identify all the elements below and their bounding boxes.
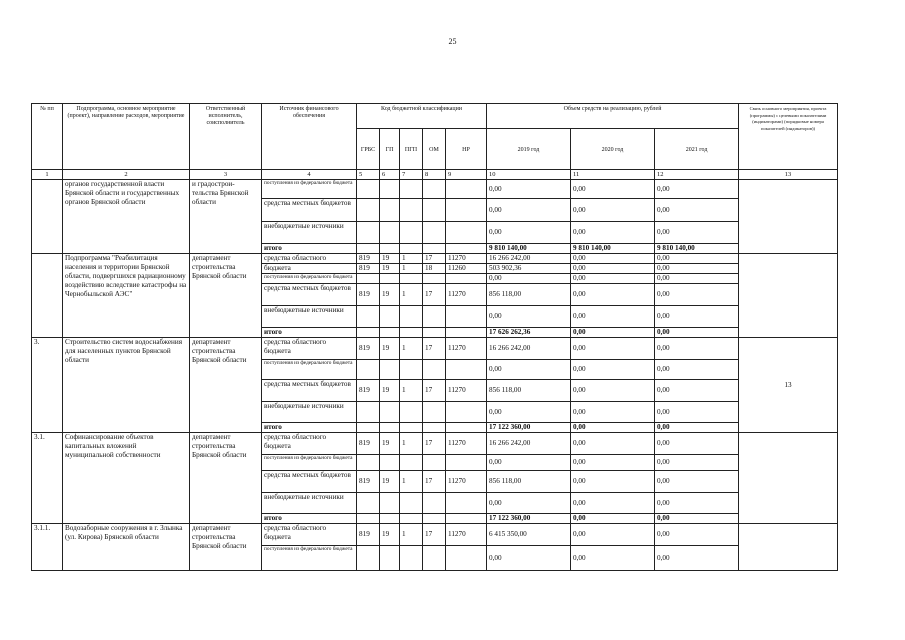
header-num: № пп [32,104,63,170]
amount-y19: 6 415 350,00 [487,524,571,546]
header-budget-code: Код бюджетной классификации [357,104,487,129]
code-gp [380,244,400,254]
funding-source: внебюджетные источники [262,493,357,514]
colnum: 2 [63,170,190,180]
code-grbs: 819 [357,264,380,274]
funding-source: внебюджетные источники [262,222,357,244]
code-om [423,306,446,328]
amount-y21: 0,00 [655,433,739,455]
code-om: 17 [423,433,446,455]
amount-y19: 0,00 [487,222,571,244]
amount-y19: 0,00 [487,180,571,199]
colnum: 6 [380,170,400,180]
amount-y20: 9 810 140,00 [571,244,655,254]
code-om: 18 [423,264,446,274]
funding-source: средства местных бюджетов [262,199,357,222]
amount-y19: 17 626 262,36 [487,328,571,338]
amount-y19: 9 810 140,00 [487,244,571,254]
amount-y20: 0,00 [571,222,655,244]
table-row [32,254,838,264]
amount-y19: 856 118,00 [487,471,571,493]
amount-y19: 856 118,00 [487,284,571,306]
table-row [32,180,838,199]
code-grbs [357,199,380,222]
header-row [32,104,838,129]
amount-y21: 0,00 [655,455,739,471]
header-indicator-link: Связь основного мероприятия, проекта (программы) с целевыми показателями (индикаторами) (порядковые номера показателей (индикаторов)) [739,104,838,170]
amount-y20: 0,00 [571,360,655,380]
code-gp: 19 [380,524,400,546]
code-nr [446,493,487,514]
indicator-link [739,254,838,338]
amount-y21: 0,00 [655,380,739,402]
code-grbs: 819 [357,471,380,493]
code-gp: 19 [380,433,400,455]
code-pgp: 1 [400,380,423,402]
code-pgp [400,274,423,284]
funding-source: итого [262,423,357,433]
colnum: 11 [571,170,655,180]
amount-y21: 0,00 [655,222,739,244]
code-nr: 11270 [446,471,487,493]
code-om: 17 [423,380,446,402]
code-om [423,328,446,338]
program-name: Софинансирование объектов капитальных вложений муниципальной собственности [63,433,190,524]
code-grbs [357,360,380,380]
code-nr [446,514,487,524]
amount-y21: 0,00 [655,471,739,493]
code-gp: 19 [380,380,400,402]
code-om [423,360,446,380]
amount-y20: 0,00 [571,338,655,360]
code-om: 17 [423,471,446,493]
code-grbs [357,402,380,423]
code-gp [380,360,400,380]
code-pgp [400,328,423,338]
code-gp [380,402,400,423]
code-nr [446,328,487,338]
code-pgp: 1 [400,433,423,455]
executor: департамент строительства Брянской области [190,524,262,571]
amount-y20: 0,00 [571,328,655,338]
amount-y21: 0,00 [655,423,739,433]
program-name: Строительство систем водоснабжения для населенных пунктов Брянской области [63,338,190,433]
code-gp [380,455,400,471]
amount-y20: 0,00 [571,493,655,514]
funding-source: внебюджетные источники [262,306,357,328]
amount-y19: 0,00 [487,402,571,423]
header-gp: ГП [380,129,400,170]
code-nr [446,180,487,199]
code-grbs: 819 [357,254,380,264]
amount-y21: 0,00 [655,306,739,328]
amount-y21: 0,00 [655,180,739,199]
executor: департамент строительства Брянской области [190,254,262,338]
code-grbs [357,455,380,471]
header-program: Подпрограмма, основное мероприятие (проект), направление расходов, мероприятие [63,104,190,170]
header-grbs: ГРБС [357,129,380,170]
executor: департамент строительства Брянской области [190,338,262,433]
funding-source: поступления из федерального бюджета [262,274,357,284]
code-om: 17 [423,524,446,546]
code-gp [380,328,400,338]
funding-source: средства местных бюджетов [262,284,357,306]
colnum: 13 [739,170,838,180]
table-row [32,433,838,455]
amount-y21: 0,00 [655,199,739,222]
code-om [423,222,446,244]
code-gp: 19 [380,264,400,274]
code-om [423,546,446,571]
indicator-link [739,433,838,524]
table-row [32,338,838,360]
code-om [423,180,446,199]
amount-y21: 0,00 [655,284,739,306]
amount-y19: 16 266 242,00 [487,254,571,264]
amount-y20: 0,00 [571,514,655,524]
code-nr [446,455,487,471]
code-gp [380,546,400,571]
amount-y20: 0,00 [571,423,655,433]
program-name: Водозаборные сооружения в г. Злынка (ул. Кирова) Брянской области [63,524,190,571]
amount-y19: 17 122 360,00 [487,514,571,524]
amount-y20: 0,00 [571,264,655,274]
colnum: 12 [655,170,739,180]
code-om: 17 [423,284,446,306]
amount-y19: 503 902,36 [487,264,571,274]
code-grbs: 819 [357,284,380,306]
code-grbs [357,244,380,254]
colnum: 1 [32,170,63,180]
indicator-link [739,524,838,571]
amount-y21: 0,00 [655,264,739,274]
funding-source: поступления из федерального бюджета [262,360,357,380]
funding-source: итого [262,244,357,254]
code-pgp [400,222,423,244]
code-om [423,274,446,284]
funding-source: средства местных бюджетов [262,380,357,402]
code-pgp: 1 [400,524,423,546]
code-nr [446,360,487,380]
amount-y21: 9 810 140,00 [655,244,739,254]
code-om [423,199,446,222]
code-nr: 11270 [446,524,487,546]
page-number: 25 [448,37,457,46]
amount-y21: 0,00 [655,546,739,571]
column-number-row [32,170,838,180]
code-pgp: 1 [400,284,423,306]
code-om: 17 [423,338,446,360]
code-pgp [400,455,423,471]
code-om [423,493,446,514]
code-gp: 19 [380,284,400,306]
header-nr: НР [446,129,487,170]
code-grbs [357,180,380,199]
code-om [423,402,446,423]
amount-y21: 0,00 [655,514,739,524]
code-nr [446,222,487,244]
code-nr [446,244,487,254]
row-number: 3.1.1. [32,524,63,571]
code-pgp [400,493,423,514]
amount-y20: 0,00 [571,471,655,493]
funding-source: итого [262,328,357,338]
code-gp [380,274,400,284]
amount-y21: 0,00 [655,328,739,338]
amount-y19: 16 266 242,00 [487,433,571,455]
amount-y19: 0,00 [487,546,571,571]
code-grbs [357,546,380,571]
code-nr: 11270 [446,338,487,360]
code-gp [380,423,400,433]
code-grbs [357,423,380,433]
funding-source: поступления из федерального бюджета [262,455,357,471]
code-pgp [400,199,423,222]
funding-source: средства областного бюджета [262,338,357,360]
colnum: 3 [190,170,262,180]
code-nr [446,423,487,433]
code-gp [380,180,400,199]
header-source: Источник финансового обеспечения [262,104,357,170]
amount-y20: 0,00 [571,254,655,264]
funding-source: средства местных бюджетов [262,471,357,493]
amount-y20: 0,00 [571,274,655,284]
amount-y19: 0,00 [487,306,571,328]
amount-y19: 0,00 [487,274,571,284]
amount-y20: 0,00 [571,284,655,306]
amount-y21: 0,00 [655,274,739,284]
code-pgp: 1 [400,254,423,264]
colnum: 10 [487,170,571,180]
row-number [32,180,63,254]
colnum: 8 [423,170,446,180]
code-pgp: 1 [400,264,423,274]
amount-y20: 0,00 [571,306,655,328]
amount-y20: 0,00 [571,380,655,402]
amount-y21: 0,00 [655,360,739,380]
amount-y21: 0,00 [655,338,739,360]
row-number: 3.1. [32,433,63,524]
header-pgp: ПГП [400,129,423,170]
amount-y20: 0,00 [571,433,655,455]
header-om: ОМ [423,129,446,170]
code-grbs: 819 [357,524,380,546]
colnum: 7 [400,170,423,180]
code-nr: 11270 [446,284,487,306]
header-2019: 2019 год [487,129,571,170]
code-pgp [400,244,423,254]
funding-source: средства областного [262,254,357,264]
code-pgp [400,180,423,199]
code-grbs: 819 [357,433,380,455]
amount-y19: 17 122 360,00 [487,423,571,433]
code-gp: 19 [380,338,400,360]
colnum: 5 [357,170,380,180]
funding-source: итого [262,514,357,524]
funding-source: бюджета [262,264,357,274]
code-pgp [400,402,423,423]
code-gp: 19 [380,254,400,264]
program-name: органов государственной власти Брянской области и государственных органов Брянской области [63,180,190,254]
code-gp: 19 [380,471,400,493]
amount-y20: 0,00 [571,455,655,471]
amount-y19: 16 266 242,00 [487,338,571,360]
code-pgp: 1 [400,471,423,493]
executor: и градострои-тельства Брянской области [190,180,262,254]
code-grbs [357,328,380,338]
amount-y19: 856 118,00 [487,380,571,402]
amount-y20: 0,00 [571,524,655,546]
amount-y20: 0,00 [571,199,655,222]
code-gp [380,493,400,514]
code-gp [380,514,400,524]
amount-y19: 0,00 [487,199,571,222]
code-om [423,244,446,254]
funding-source: средства областного бюджета [262,433,357,455]
header-2020: 2020 год [571,129,655,170]
code-pgp [400,546,423,571]
indicator-link [739,180,838,254]
code-pgp: 1 [400,338,423,360]
code-om [423,423,446,433]
code-grbs: 819 [357,380,380,402]
code-om [423,514,446,524]
code-gp [380,199,400,222]
header-2021: 2021 год [655,129,739,170]
table-row [32,524,838,546]
code-nr [446,546,487,571]
code-om [423,455,446,471]
header-volume: Объем средств на реализацию, рублей [487,104,739,129]
indicator-link: 13 [739,338,838,433]
funding-source: поступления из федерального бюджета [262,180,357,199]
budget-table [31,103,838,571]
code-grbs [357,493,380,514]
code-nr [446,306,487,328]
row-number: 3. [32,338,63,433]
amount-y19: 0,00 [487,455,571,471]
code-pgp [400,306,423,328]
funding-source: внебюджетные источники [262,402,357,423]
code-grbs [357,306,380,328]
amount-y20: 0,00 [571,180,655,199]
row-number [32,254,63,338]
code-nr: 11270 [446,433,487,455]
amount-y21: 0,00 [655,524,739,546]
executor: департамент строительства Брянской области [190,433,262,524]
code-grbs [357,274,380,284]
amount-y21: 0,00 [655,493,739,514]
amount-y20: 0,00 [571,402,655,423]
code-nr [446,199,487,222]
amount-y20: 0,00 [571,546,655,571]
code-nr: 11270 [446,380,487,402]
amount-y21: 0,00 [655,254,739,264]
code-nr: 11260 [446,264,487,274]
amount-y19: 0,00 [487,493,571,514]
code-grbs: 819 [357,338,380,360]
code-pgp [400,423,423,433]
code-grbs [357,514,380,524]
colnum: 9 [446,170,487,180]
code-gp [380,222,400,244]
code-nr: 11270 [446,254,487,264]
program-name: Подпрограмма "Реабилитация населения и территории Брянской области, подвергшихся радиационному воздействию вследствие катастрофы на Чернобыльской АЭС" [63,254,190,338]
code-pgp [400,360,423,380]
code-grbs [357,222,380,244]
colnum: 4 [262,170,357,180]
code-nr [446,402,487,423]
amount-y19: 0,00 [487,360,571,380]
code-pgp [400,514,423,524]
amount-y21: 0,00 [655,402,739,423]
funding-source: средства областного бюджета [262,524,357,546]
code-om: 17 [423,254,446,264]
code-gp [380,306,400,328]
code-nr [446,274,487,284]
funding-source: поступления из федерального бюджета [262,546,357,571]
header-executor: Ответственный исполнитель, соисполнитель [190,104,262,170]
